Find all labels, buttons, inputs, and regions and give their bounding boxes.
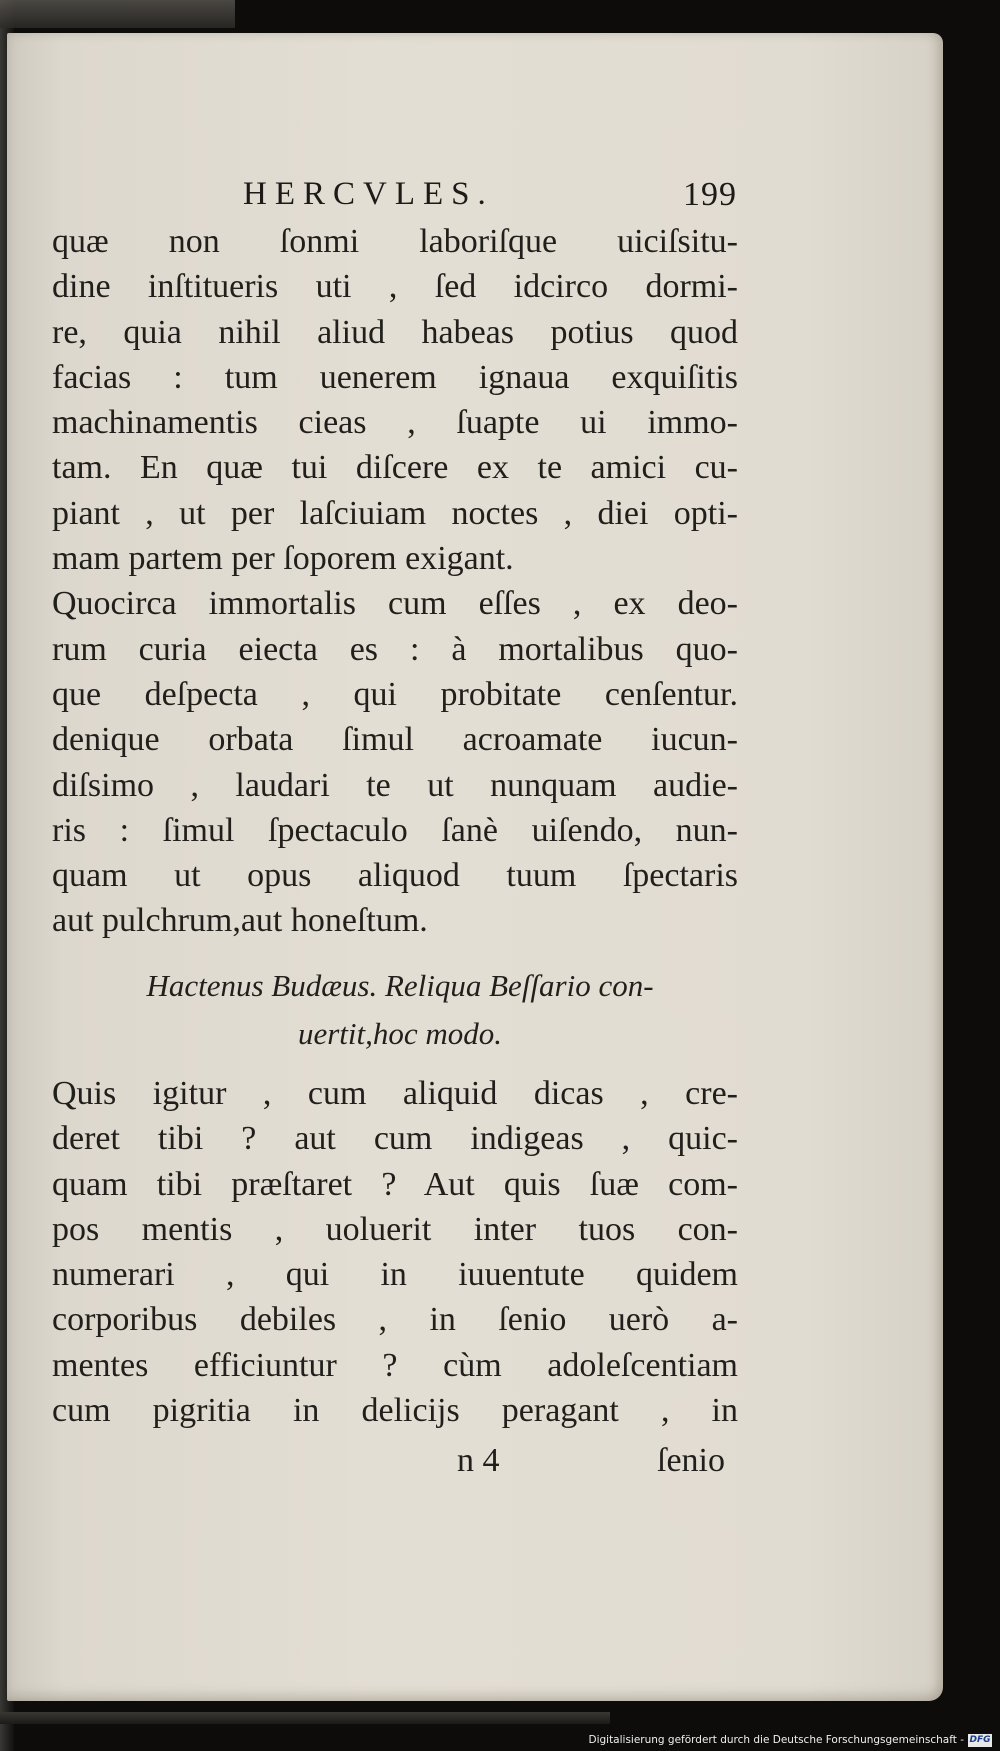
page-number: 199	[683, 176, 737, 213]
text-line: dine inſtitueris uti , ſed idcirco dormi-	[52, 268, 738, 306]
text-line: re, quia nihil aliud habeas potius quod	[52, 313, 738, 351]
page-stack-edge	[0, 1712, 610, 1724]
page-footer-line	[0, 1442, 1000, 1488]
text-line: corporibus debiles , in ſenio uerò a-	[52, 1301, 738, 1339]
text-line: diſsimo , laudari te ut nunquam audie-	[52, 766, 738, 804]
text-line: facias : tum uenerem ignaua exquiſitis	[52, 358, 738, 396]
text-line: quæ non ſonmi laboriſque uiciſsitu-	[52, 223, 738, 260]
text-line: mam partem per ſoporem exigant.	[52, 540, 514, 578]
text-line: deret tibi ? aut cum indigeas , quic-	[52, 1120, 738, 1158]
text-line: numerari , qui in iuuentute quidem	[52, 1256, 738, 1294]
credit-text: Digitalisierung gefördert durch die Deutsche Forschungsgemeinschaft -	[588, 1734, 964, 1746]
signature-mark: n 4	[457, 1442, 500, 1479]
text-line: cum pigritia in delicijs peragant , in	[52, 1392, 738, 1430]
text-line: mentes efficiuntur ? cùm adoleſcentiam	[52, 1346, 738, 1384]
text-line: tam. En quæ tui diſcere ex te amici cu-	[52, 449, 738, 487]
text-line: quam tibi præſtaret ? Aut quis ſuæ com-	[52, 1165, 738, 1203]
text-line: rum curia eiecta es : à mortalibus quo-	[52, 630, 738, 668]
section-subheading	[60, 962, 740, 1058]
text-line: piant , ut per laſciuiam noctes , diei opti-	[52, 494, 738, 532]
text-line: machinamentis cieas , ſuapte ui immo-	[52, 404, 738, 442]
main-text-block	[52, 219, 738, 944]
catchword: ſenio	[657, 1442, 725, 1479]
text-line: ris : ſimul ſpectaculo ſanè uiſendo, nun-	[52, 811, 738, 849]
text-line: que deſpecta , qui probitate cenſentur.	[52, 675, 738, 713]
subheading-line: uertit,hoc modo.	[297, 1016, 503, 1051]
digitization-credit	[588, 1732, 992, 1748]
continuation-text-block	[52, 1071, 738, 1433]
page-header	[0, 176, 1000, 220]
text-line: Quis igitur , cum aliquid dicas , cre-	[52, 1075, 738, 1112]
text-line: quam ut opus aliquod tuum ſpectaris	[52, 857, 738, 895]
text-line: aut pulchrum,aut honeſtum.	[52, 902, 428, 940]
text-line: pos mentis , uoluerit inter tuos con-	[52, 1210, 738, 1248]
running-head: HERCVLES.	[243, 176, 494, 212]
text-line: denique orbata ſimul acroamate iucun-	[52, 721, 738, 759]
subheading-line: Hactenus Budæus. Reliqua Beſſario con-	[146, 968, 654, 1003]
previous-page-edge	[0, 0, 235, 28]
text-line: Quocirca immortalis cum eſſes , ex deo-	[52, 585, 738, 623]
dfg-logo: DFG	[969, 1734, 991, 1745]
